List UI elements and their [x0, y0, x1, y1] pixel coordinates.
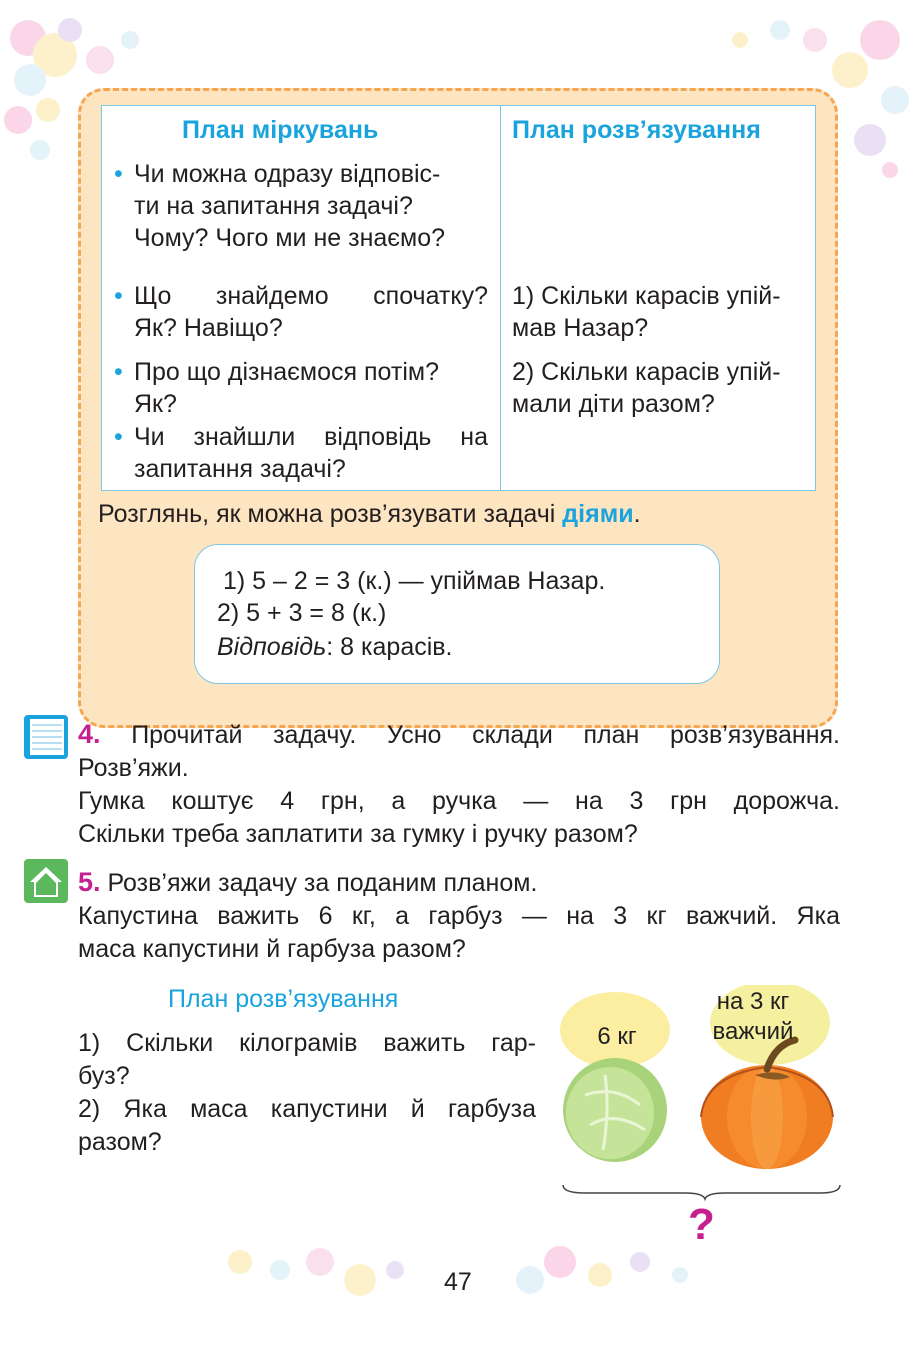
solution-plan-header: План розв’язування	[512, 116, 761, 144]
solution-step-2: 2) Скільки карасів упій- мали діти разом?	[512, 358, 781, 418]
pumpkin-label-line-1: на 3 кг	[716, 988, 790, 1015]
question-4: • Чи знайшли відповідь на запитання задачі?	[114, 423, 488, 483]
cabbage-icon	[563, 1058, 667, 1162]
task-5-step-1: 1) Скільки кілограмів важить гар- буз?	[78, 1029, 536, 1090]
highlight-word: діями	[562, 500, 634, 528]
plan-table	[101, 105, 816, 491]
solution-line-2: 2) 5 + 3 = 8 (к.)	[217, 599, 387, 627]
question-2: • Що знайдемо спочатку? Як? Навіщо?	[114, 282, 488, 342]
task-5-plan-title: План розв’язування	[168, 985, 399, 1013]
reasoning-plan-header: План міркувань	[182, 116, 379, 144]
task-4-number: 4.	[78, 719, 101, 749]
solution-step-1: 1) Скільки карасів упій- мав Назар?	[512, 282, 781, 342]
task-5: 5. Розв’яжи задачу за поданим планом. Капустина важить 6 кг, а гарбуз — на 3 кг важчий. Яка маса капустини й гарбуза разом?	[78, 867, 840, 963]
task-5-number: 5.	[78, 867, 101, 897]
home-icon	[22, 857, 70, 905]
bullet-icon: •	[114, 358, 123, 386]
task-4: 4. Прочитай задачу. Усно склади план розв’язування. Розв’яжи. Гумка коштує 4 грн, а ручка — на 3 грн дорожча. Скільки треба заплатити за гумку і ручку разом?	[78, 719, 840, 848]
solution-box	[194, 544, 720, 684]
bullet-icon: •	[114, 282, 123, 310]
question-3: • Про що дізнаємося потім? Як?	[114, 358, 439, 418]
solution-answer: Відповідь: 8 карасів.	[217, 633, 453, 661]
notebook-icon	[22, 713, 70, 761]
question-mark: ?	[688, 1200, 715, 1249]
consider-line: Розглянь, як можна розв’язувати задачі діями.	[98, 500, 641, 528]
bullet-icon: •	[114, 160, 123, 188]
bullet-icon: •	[114, 423, 123, 451]
pumpkin-label-line-2: важчий	[712, 1018, 794, 1045]
brace	[563, 1185, 840, 1199]
table-divider	[500, 106, 501, 490]
task-5-step-2: 2) Яка маса капустини й гарбуза разом?	[78, 1095, 536, 1156]
page-number: 47	[444, 1268, 472, 1296]
question-1: • Чи можна одразу відповіс- ти на запитання задачі? Чому? Чого ми не знаємо?	[114, 160, 446, 252]
cabbage-weight-label: 6 кг	[597, 1023, 637, 1050]
solution-line-1: 1) 5 – 2 = 3 (к.) — упіймав Назар.	[223, 567, 606, 595]
